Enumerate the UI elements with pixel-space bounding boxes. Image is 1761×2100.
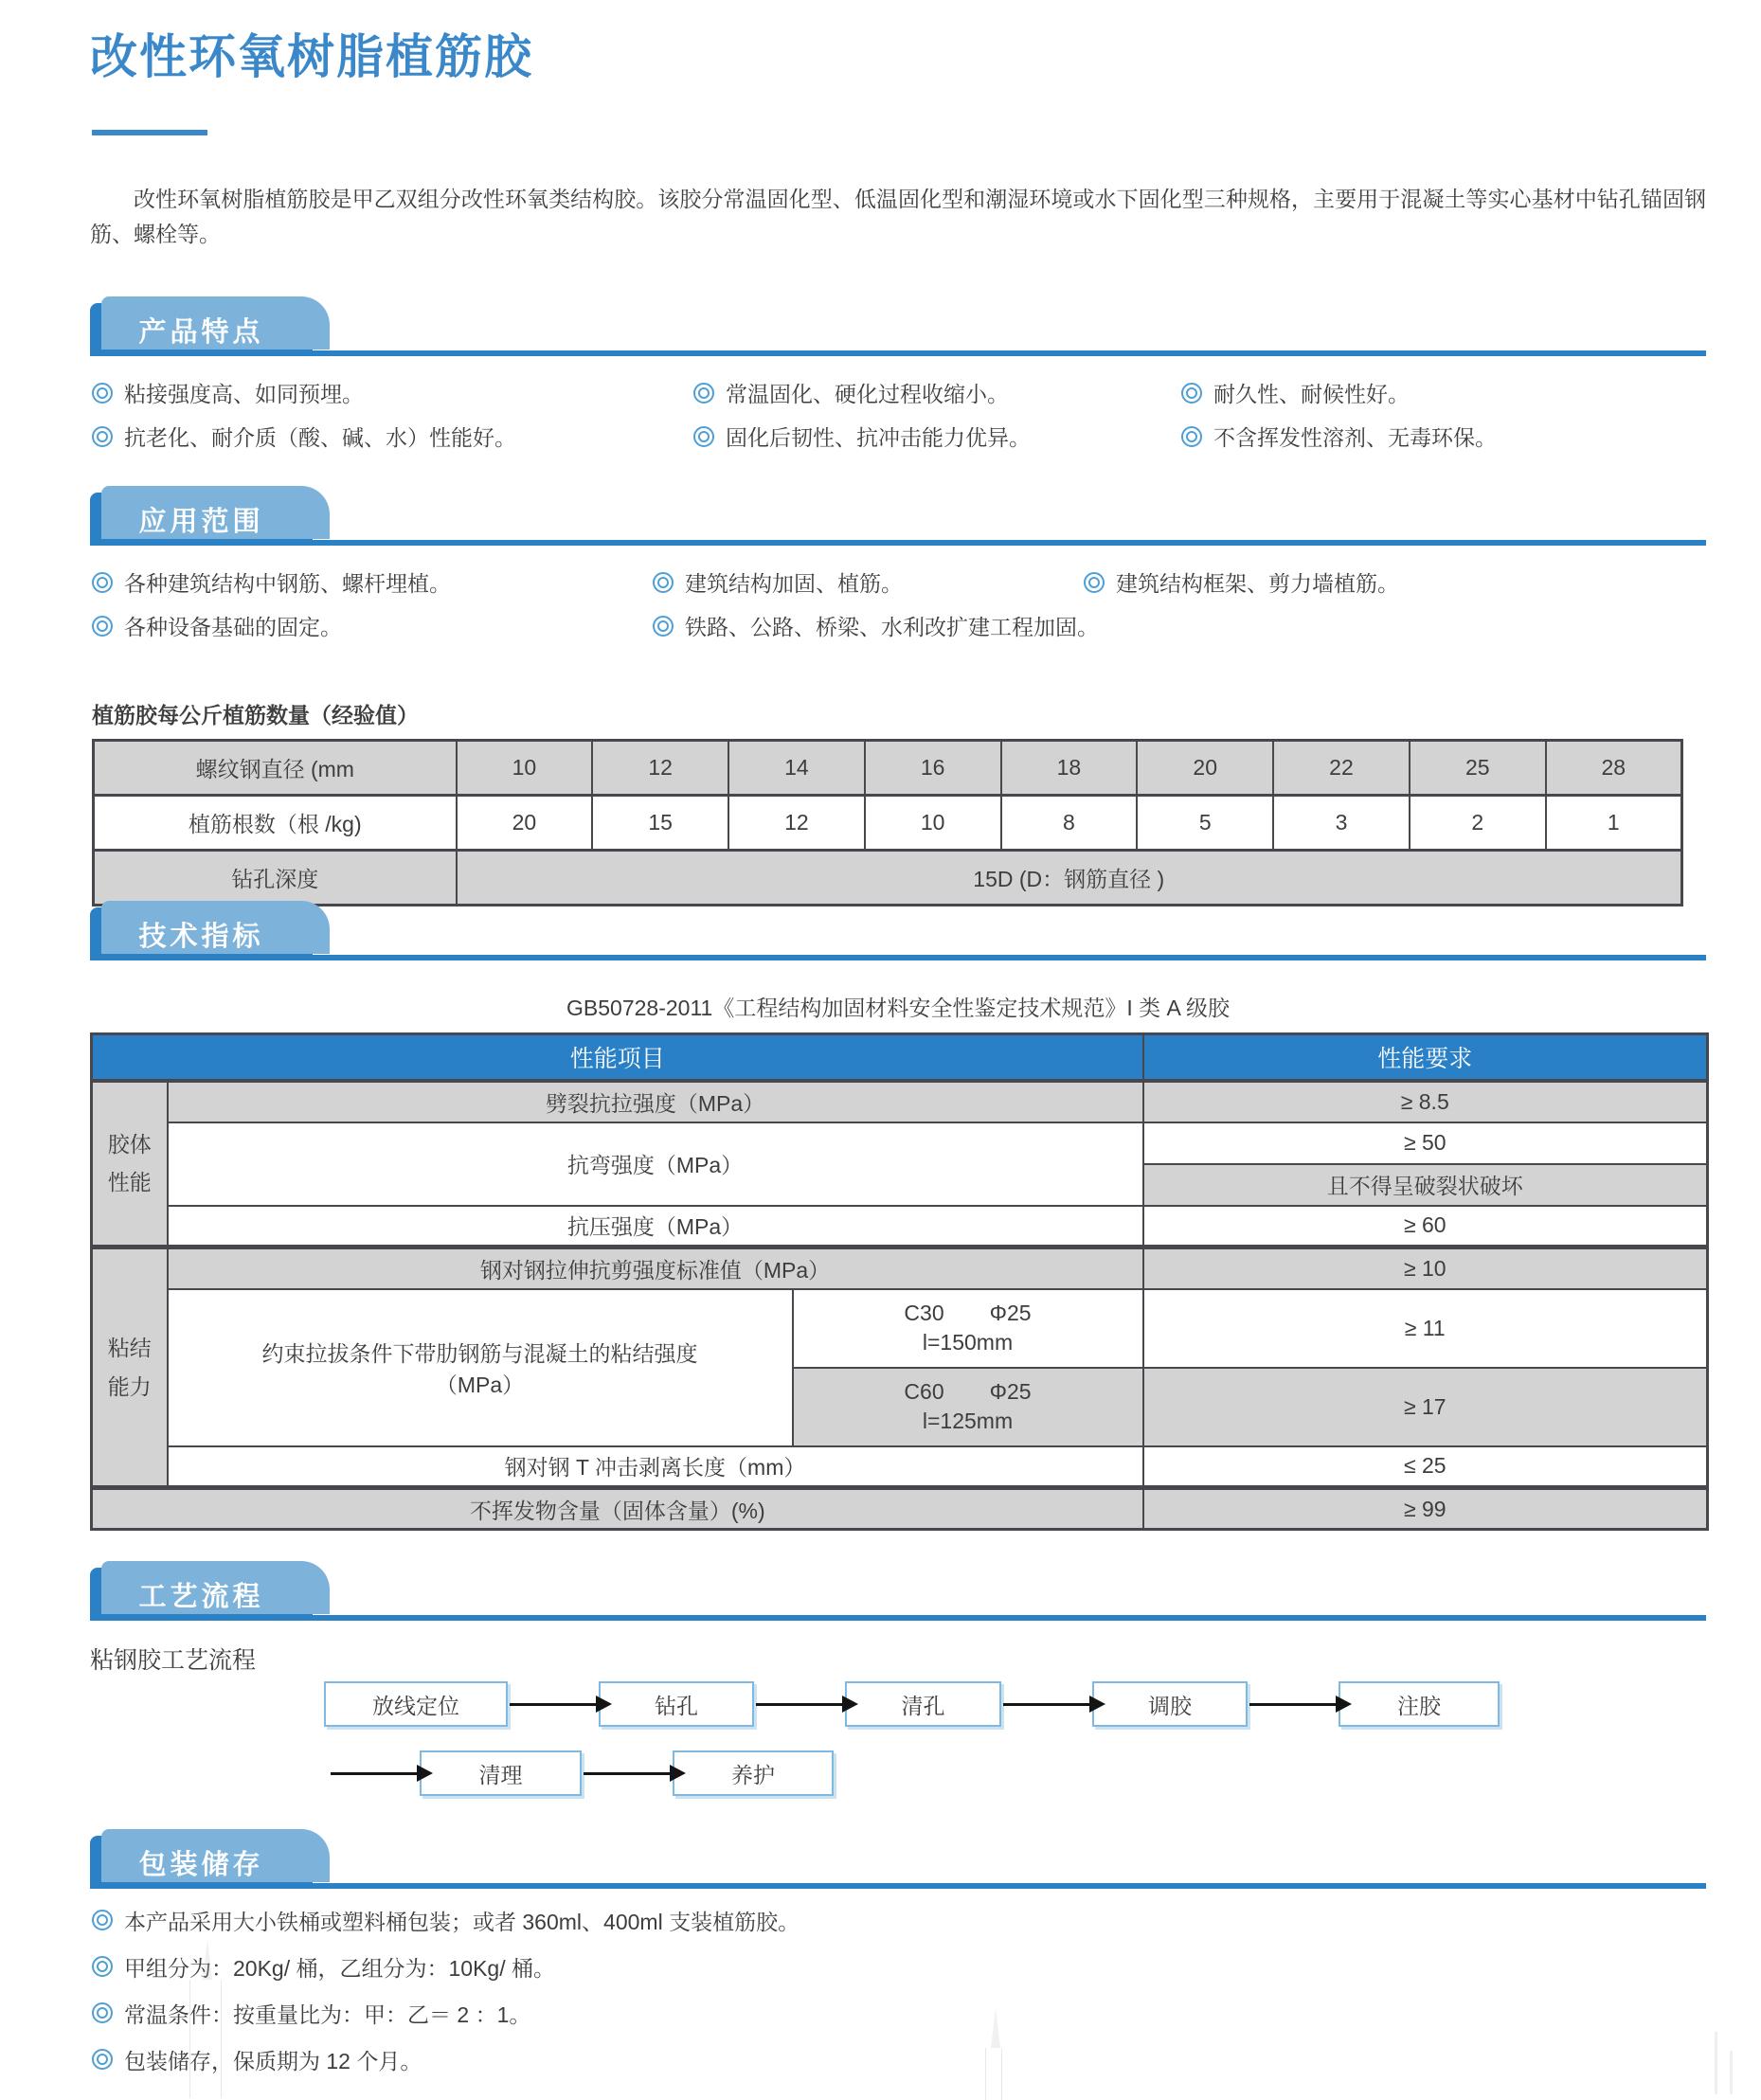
bullseye-bullet-icon [653, 572, 674, 593]
packaging-heading: 包装储存 [138, 1849, 264, 1880]
bullseye-bullet-icon [1084, 572, 1105, 593]
list-item [92, 1999, 800, 2027]
list-item [653, 566, 1084, 598]
tech-spec-table [90, 1032, 1709, 1531]
c60-condition-cell: C60 Φ25 l=125mm [793, 1368, 1143, 1446]
flow-step-box: 钻孔 [599, 1681, 754, 1727]
packaging-underline [90, 1883, 1706, 1889]
watermark-edge-mark [1715, 2032, 1717, 2094]
applications-heading: 应用范围 [138, 506, 264, 537]
packaging-text: 常温条件：按重量比为：甲：乙＝ 2 ：1。 [124, 2001, 531, 2027]
pullout-condition-cell: 约束拉拔条件下带肋钢筋与混凝土的粘结强度 （MPa） [168, 1289, 793, 1446]
feature-text: 粘接强度高、如同预埋。 [124, 382, 364, 406]
process-underline [90, 1615, 1706, 1621]
title-dash-decoration [92, 130, 207, 135]
packaging-tab [90, 1836, 313, 1889]
list-item [92, 1906, 800, 1934]
features-underline [90, 350, 1706, 356]
page-title: 改性环氧树脂植筋胶 [90, 30, 533, 83]
bullseye-bullet-icon [92, 426, 113, 447]
bullseye-bullet-icon [1181, 383, 1202, 404]
dosage-table-title: 植筋胶每公斤植筋数量（经验值） [92, 703, 419, 727]
depth-value-cell: 15D (D：钢筋直径 ) [457, 851, 1682, 906]
section-header-features [90, 303, 1706, 356]
row-header-diameter: 螺纹钢直径 (mm [94, 741, 457, 796]
table-header-row [92, 1034, 1708, 1081]
section-header-tech [90, 907, 1706, 960]
list-item [1181, 377, 1410, 408]
tech-underline [90, 955, 1706, 960]
section-header-applications [90, 493, 1706, 546]
table-row: 钢对钢 T 冲击剥离长度（mm） ≤ 25 [92, 1446, 1708, 1488]
right-arrow-icon [584, 1772, 671, 1775]
list-item [92, 2045, 800, 2073]
section-header-packaging [90, 1836, 1706, 1889]
bullseye-bullet-icon [92, 1956, 113, 1977]
application-text: 建筑结构加固、植筋。 [685, 571, 903, 596]
flow-row-1 [324, 1681, 1500, 1727]
list-item [1084, 566, 1399, 598]
row-header-count: 植筋根数（根 /kg) [94, 796, 457, 851]
list-item [92, 610, 653, 641]
applications-row-2 [92, 610, 1099, 641]
features-row-2 [92, 421, 1497, 452]
row-header-depth: 钻孔深度 [94, 851, 457, 906]
flow-row-2 [329, 1750, 834, 1796]
list-item [92, 421, 693, 452]
bullseye-bullet-icon [653, 616, 674, 637]
table-row: 抗弯强度（MPa） ≥ 50 [92, 1122, 1708, 1164]
list-item [653, 610, 1099, 641]
feature-text: 常温固化、硬化过程收缩小。 [726, 382, 1009, 406]
application-text: 各种设备基础的固定。 [124, 615, 342, 639]
list-item [693, 377, 1181, 408]
right-arrow-icon [1249, 1703, 1337, 1706]
application-text: 各种建筑结构中钢筋、螺杆埋植。 [124, 571, 451, 596]
features-row-1 [92, 377, 1410, 408]
bullseye-bullet-icon [92, 383, 113, 404]
feature-text: 耐久性、耐候性好。 [1213, 382, 1410, 406]
table-row: 粘结能力 钢对钢拉伸抗剪强度标准值（MPa） ≥ 10 [92, 1247, 1708, 1289]
flow-step-box: 放线定位 [324, 1681, 508, 1727]
c30-condition-cell: C30 Φ25 l=150mm [793, 1289, 1143, 1368]
packaging-text: 本产品采用大小铁桶或塑料桶包装；或者 360ml、400ml 支装植筋胶。 [124, 1909, 800, 1934]
right-arrow-icon [510, 1703, 597, 1706]
bullseye-bullet-icon [693, 383, 714, 404]
bullseye-bullet-icon [92, 616, 113, 637]
bullseye-bullet-icon [1181, 426, 1202, 447]
flow-step-box: 注胶 [1339, 1681, 1500, 1727]
right-arrow-icon [756, 1703, 843, 1706]
process-heading: 工艺流程 [138, 1581, 264, 1612]
flow-step-box: 调胶 [1092, 1681, 1248, 1727]
table-row [94, 851, 1682, 906]
process-tab [90, 1568, 313, 1621]
table-row: 植筋根数（根 /kg) 20 15 12 10 8 5 3 2 1 [94, 796, 1682, 851]
features-heading: 产品特点 [138, 316, 264, 348]
bullseye-bullet-icon [92, 1910, 113, 1930]
table-row: C60 Φ25 l=125mm ≥ 17 [92, 1368, 1708, 1446]
bullseye-bullet-icon [92, 2049, 113, 2070]
packaging-text: 包装储存，保质期为 12 个月。 [124, 2048, 422, 2073]
application-text: 铁路、公路、桥梁、水利改扩建工程加固。 [685, 615, 1099, 639]
packaging-list [92, 1906, 800, 2091]
group-label-adhesive-properties: 胶体性能 [92, 1081, 168, 1247]
group-label-bonding-capacity: 粘结能力 [92, 1247, 168, 1488]
intro-paragraph: 改性环氧树脂植筋胶是甲乙双组分改性环氧类结构胶。该胶分常温固化型、低温固化型和潮湿环境或水下固化型三种规格，主要用于混凝土等实心基材中钻孔锚固钢筋、螺栓等。 [90, 187, 1706, 246]
dosage-table [92, 739, 1683, 906]
watermark-edge-mark [1730, 2051, 1733, 2094]
col-header-requirement: 性能要求 [1143, 1034, 1708, 1081]
flow-step-box: 清理 [420, 1750, 582, 1796]
watermark-tower-sketch [985, 2008, 1002, 2100]
flow-label: 粘钢胶工艺流程 [90, 1647, 257, 1674]
applications-underline [90, 540, 1706, 546]
tech-standard-caption: GB50728-2011《工程结构加固材料安全性鉴定技术规范》I 类 A 级胶 [566, 996, 1230, 1020]
application-text: 建筑结构框架、剪力墙植筋。 [1116, 571, 1399, 596]
right-arrow-icon [1003, 1703, 1090, 1706]
feature-text: 固化后韧性、抗冲击能力优异。 [726, 425, 1031, 450]
applications-tab [90, 493, 313, 546]
table-row: 不挥发物含量（固体含量）(%) ≥ 99 [92, 1488, 1708, 1530]
table-row: 螺纹钢直径 (mm 10 12 14 16 18 20 22 25 28 [94, 741, 1682, 796]
feature-text: 不含挥发性溶剂、无毒环保。 [1213, 425, 1497, 450]
bullseye-bullet-icon [92, 2002, 113, 2023]
col-header-item: 性能项目 [92, 1034, 1143, 1081]
table-row: 且不得呈破裂状破坏 [92, 1164, 1708, 1206]
list-item [693, 421, 1181, 452]
bullseye-bullet-icon [693, 426, 714, 447]
feature-text: 抗老化、耐介质（酸、碱、水）性能好。 [124, 425, 516, 450]
packaging-text: 甲组分为：20Kg/ 桶，乙组分为：10Kg/ 桶。 [124, 1955, 555, 1981]
tech-tab [90, 907, 313, 960]
right-arrow-icon [331, 1772, 418, 1775]
section-header-process [90, 1568, 1706, 1621]
table-row: 抗压强度（MPa） ≥ 60 [92, 1206, 1708, 1247]
list-item [1181, 421, 1497, 452]
list-item [92, 566, 653, 598]
table-row: 胶体性能 劈裂抗拉强度（MPa） ≥ 8.5 [92, 1081, 1708, 1122]
list-item [92, 377, 693, 408]
flow-step-box: 清孔 [845, 1681, 1001, 1727]
flow-step-box: 养护 [673, 1750, 834, 1796]
applications-row-1 [92, 566, 1399, 598]
bullseye-bullet-icon [92, 572, 113, 593]
tech-heading: 技术指标 [138, 921, 264, 952]
list-item [92, 1952, 800, 1981]
table-row: 约束拉拔条件下带肋钢筋与混凝土的粘结强度 （MPa） C30 Φ25 l=150mm ≥ 11 [92, 1289, 1708, 1368]
features-tab [90, 303, 313, 356]
